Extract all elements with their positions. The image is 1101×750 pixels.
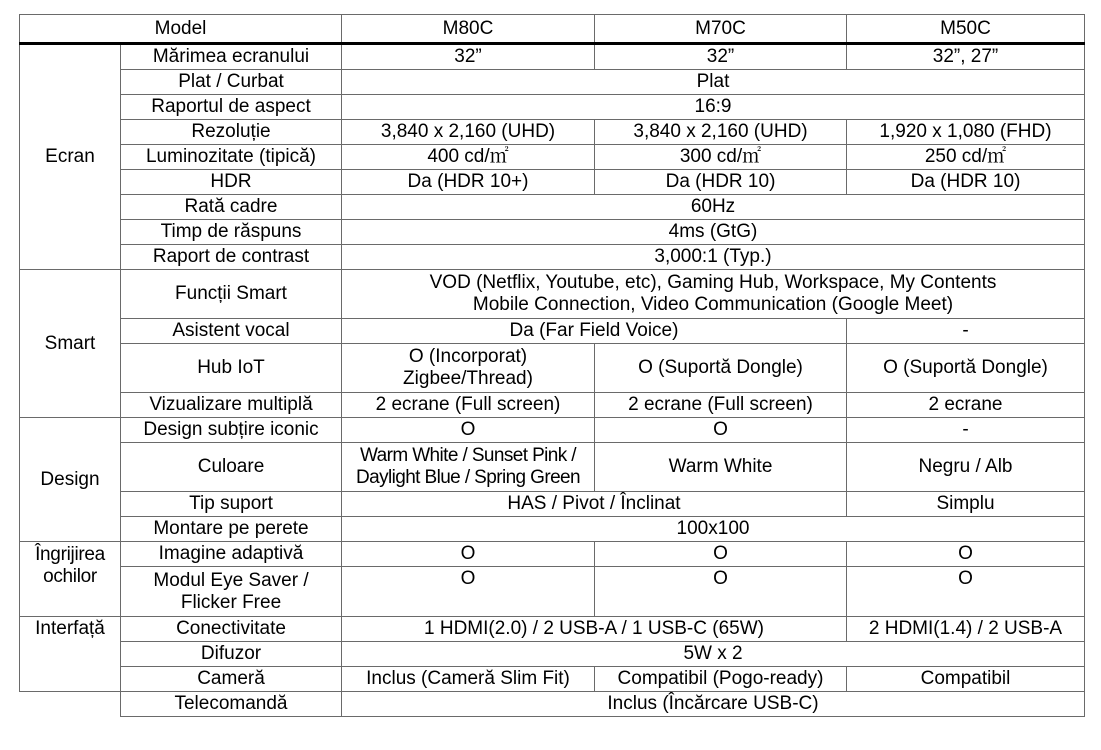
row-label: Plat / Curbat (121, 70, 342, 95)
header-m80c: M80C (342, 15, 595, 44)
cell-line: Warm White / Sunset Pink / (360, 445, 576, 466)
cell-all: 3,000:1 (Typ.) (342, 245, 1085, 270)
table-row (20, 692, 1085, 717)
cell-m70c: O (595, 418, 847, 443)
row-label: Montare pe perete (121, 517, 342, 542)
cell-m80c: 3,840 x 2,160 (UHD) (342, 120, 595, 145)
cell-m80c: 400 cd/㎡ (342, 145, 595, 170)
table-row (20, 120, 1085, 145)
row-label: Rezoluție (121, 120, 342, 145)
cell-all: 16:9 (342, 95, 1085, 120)
cell-m50c: 2 HDMI(1.4) / 2 USB-A (847, 617, 1085, 642)
cell-line: Flicker Free (180, 591, 282, 613)
group-ingrijire: Îngrijirea ochilor (20, 542, 121, 617)
cell-line: Mobile Connection, Video Communication (Google Meet) (472, 294, 954, 315)
table-row (20, 617, 1085, 642)
cell-m50c: O (Suportă Dongle) (847, 344, 1085, 393)
row-label: Design subțire iconic (121, 418, 342, 443)
cell-all: 5W x 2 (342, 642, 1085, 667)
table-row (20, 667, 1085, 692)
table-row (20, 195, 1085, 220)
row-label: Funcții Smart (121, 270, 342, 319)
row-label: Hub IoT (121, 344, 342, 393)
row-label: Mărimea ecranului (121, 44, 342, 70)
cell-m50c: O (847, 567, 1085, 617)
row-label: Tip suport (121, 492, 342, 517)
cell-all: 4ms (GtG) (342, 220, 1085, 245)
cell-all: 60Hz (342, 195, 1085, 220)
cell-m80c: O (342, 418, 595, 443)
table-row (20, 245, 1085, 270)
table-row (20, 95, 1085, 120)
table-row (20, 270, 1085, 319)
row-label: Difuzor (121, 642, 342, 667)
cell-m50c: 250 cd/㎡ (847, 145, 1085, 170)
header-m50c: M50C (847, 15, 1085, 44)
cell-m70c: 300 cd/㎡ (595, 145, 847, 170)
cell-all (342, 270, 1085, 319)
table-row (20, 393, 1085, 418)
table-row (20, 70, 1085, 95)
cell-m80c (342, 443, 595, 492)
row-label: Cameră (121, 667, 342, 692)
row-label: Raport de contrast (121, 245, 342, 270)
cell-m50c: Negru / Alb (847, 443, 1085, 492)
cell-m70c: O (Suportă Dongle) (595, 344, 847, 393)
cell-line: Modul Eye Saver / (153, 569, 309, 591)
cell-m80c: Da (HDR 10+) (342, 170, 595, 195)
cell-all: Inclus (Încărcare USB-C) (342, 692, 1085, 717)
table-row (20, 44, 1085, 70)
row-label: Luminozitate (tipică) (121, 145, 342, 170)
group-interfata: Interfață (20, 617, 121, 692)
cell-m50c: Compatibil (847, 667, 1085, 692)
cell-m80c: 2 ecrane (Full screen) (342, 393, 595, 418)
row-label: Rată cadre (121, 195, 342, 220)
group-design: Design (20, 418, 121, 542)
cell-line: Zigbee/Thread) (403, 368, 533, 389)
group-smart: Smart (20, 270, 121, 418)
table-row (20, 170, 1085, 195)
cell-m70c: O (595, 542, 847, 567)
header-row (20, 15, 1085, 44)
row-label: Imagine adaptivă (121, 542, 342, 567)
table-row (20, 145, 1085, 170)
cell-m50c: - (847, 319, 1085, 344)
row-label: Raportul de aspect (121, 95, 342, 120)
row-label: Asistent vocal (121, 319, 342, 344)
cell-m80c: O (342, 542, 595, 567)
table-row (20, 517, 1085, 542)
table-row (20, 642, 1085, 667)
table-row (20, 418, 1085, 443)
cell-all: 100x100 (342, 517, 1085, 542)
table-row (20, 220, 1085, 245)
cell-m50c: 32”, 27” (847, 44, 1085, 70)
row-label: Vizualizare multiplă (121, 393, 342, 418)
cell-m80c-m70c: HAS / Pivot / Înclinat (342, 492, 847, 517)
cell-m50c: 2 ecrane (847, 393, 1085, 418)
empty-cell (20, 692, 121, 717)
cell-m80c-m70c: 1 HDMI(2.0) / 2 USB-A / 1 USB-C (65W) (342, 617, 847, 642)
cell-m70c: 3,840 x 2,160 (UHD) (595, 120, 847, 145)
cell-m50c: Da (HDR 10) (847, 170, 1085, 195)
spec-table (19, 14, 1085, 717)
cell-m80c: O (342, 567, 595, 617)
cell-m50c: - (847, 418, 1085, 443)
cell-m70c: O (595, 567, 847, 617)
cell-m70c: 32” (595, 44, 847, 70)
cell-all: Plat (342, 70, 1085, 95)
table-row (20, 542, 1085, 567)
cell-m80c (342, 344, 595, 393)
row-label (121, 567, 342, 617)
cell-m80c-m70c: Da (Far Field Voice) (342, 319, 847, 344)
cell-m80c: Inclus (Cameră Slim Fit) (342, 667, 595, 692)
row-label: Conectivitate (121, 617, 342, 642)
cell-m70c: Compatibil (Pogo-ready) (595, 667, 847, 692)
cell-m50c: O (847, 542, 1085, 567)
row-label: Culoare (121, 443, 342, 492)
row-label: Telecomandă (121, 692, 342, 717)
row-label: Timp de răspuns (121, 220, 342, 245)
cell-m70c: 2 ecrane (Full screen) (595, 393, 847, 418)
table-row (20, 567, 1085, 617)
cell-m50c: 1,920 x 1,080 (FHD) (847, 120, 1085, 145)
header-model: Model (20, 15, 342, 44)
cell-m50c: Simplu (847, 492, 1085, 517)
header-m70c: M70C (595, 15, 847, 44)
table-row (20, 319, 1085, 344)
table-row (20, 492, 1085, 517)
cell-line: Daylight Blue / Spring Green (356, 467, 580, 488)
cell-m70c: Warm White (595, 443, 847, 492)
table-row (20, 344, 1085, 393)
group-ecran: Ecran (20, 44, 121, 270)
cell-line: VOD (Netflix, Youtube, etc), Gaming Hub, Workspace, My Contents (429, 272, 997, 293)
row-label: HDR (121, 170, 342, 195)
cell-m70c: Da (HDR 10) (595, 170, 847, 195)
cell-line: O (Incorporat) (408, 346, 528, 367)
cell-m80c: 32” (342, 44, 595, 70)
table-row (20, 443, 1085, 492)
